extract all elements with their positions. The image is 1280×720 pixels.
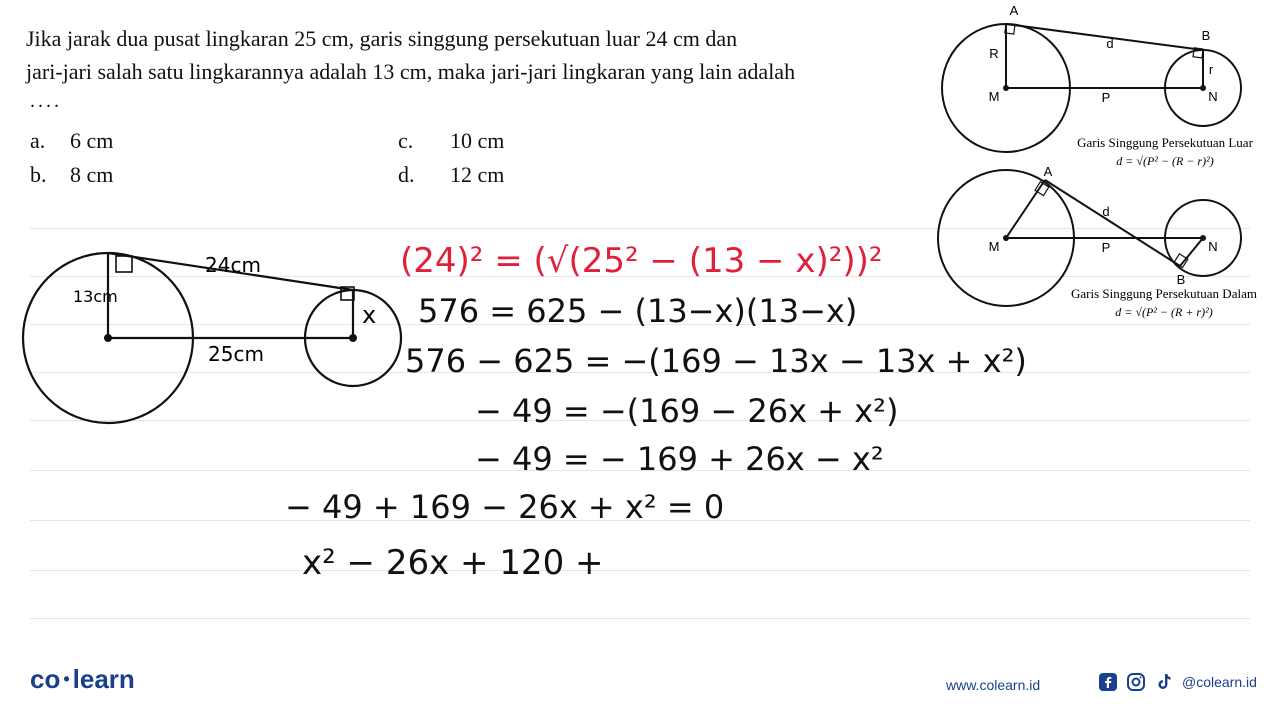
option-text: 12 cm <box>450 162 505 187</box>
work-step-1: (24)² = (√(25² − (13 − x)²))² <box>400 241 883 281</box>
option-text: 6 cm <box>70 128 114 153</box>
sketch-unknown-label: x <box>362 301 377 329</box>
label-N: N <box>1208 239 1218 254</box>
logo-dot: • <box>63 669 70 689</box>
instagram-icon[interactable] <box>1126 672 1146 692</box>
logo-text-left: co <box>30 664 61 694</box>
logo-text-right: learn <box>72 664 135 694</box>
label-B: B <box>1201 28 1211 43</box>
question-text <box>26 22 926 88</box>
ruled-line <box>30 618 1250 619</box>
option-letter: d. <box>398 162 415 187</box>
option-b <box>30 162 113 188</box>
sketch-distance-label: 25cm <box>208 342 264 366</box>
label-A: A <box>1009 3 1019 18</box>
work-step-6: − 49 + 169 − 26x + x² = 0 <box>285 488 725 526</box>
social-handle[interactable]: @colearn.id <box>1182 674 1257 690</box>
work-step-3: 576 − 625 = −(169 − 13x − 13x + x²) <box>405 342 1027 380</box>
option-a <box>30 128 113 154</box>
outer-formula: d = √(P² − (R − r)²) <box>1116 154 1214 168</box>
question-line-1: Jika jarak dua pusat lingkaran 25 cm, garis singgung persekutuan luar 24 cm dan <box>26 26 738 51</box>
working-steps <box>280 210 1040 590</box>
work-step-5: − 49 = − 169 + 26x − x² <box>475 440 884 478</box>
question-ellipsis: .... <box>30 90 62 112</box>
inner-formula: d = √(P² − (R + r)²) <box>1115 305 1213 319</box>
label-B: B <box>1176 272 1186 287</box>
sketch-radius-label: 13cm <box>73 287 118 306</box>
work-step-7: x² − 26x + 120 + <box>302 543 604 583</box>
option-text: 10 cm <box>450 128 505 153</box>
colearn-logo <box>30 664 135 695</box>
website-link[interactable]: www.colearn.id <box>946 677 1041 693</box>
label-r: r <box>1208 62 1214 77</box>
option-text: 8 cm <box>70 162 114 187</box>
label-P: P <box>1101 240 1111 255</box>
social-links <box>1098 672 1257 692</box>
label-R: R <box>989 46 999 61</box>
option-d <box>398 162 504 188</box>
work-step-2: 576 = 625 − (13−x)(13−x) <box>418 292 858 330</box>
outer-tangent-diagram <box>930 0 1275 170</box>
option-letter: a. <box>30 128 46 153</box>
inner-caption: Garis Singgung Persekutuan Dalam <box>1071 286 1257 301</box>
tiktok-icon[interactable] <box>1154 672 1174 692</box>
label-M: M <box>988 239 1000 254</box>
label-N: N <box>1208 89 1218 104</box>
label-d: d <box>1102 204 1110 219</box>
option-letter: b. <box>30 162 47 187</box>
question-line-2: jari-jari salah satu lingkarannya adalah 13 cm, maka jari-jari lingkaran yang lain adalah <box>26 59 796 84</box>
label-M: M <box>988 89 1000 104</box>
option-c <box>398 128 504 154</box>
label-d: d <box>1106 36 1114 51</box>
label-A: A <box>1043 164 1053 179</box>
outer-caption: Garis Singgung Persekutuan Luar <box>1077 135 1253 150</box>
label-P: P <box>1101 90 1111 105</box>
sketch-tangent-label: 24cm <box>205 253 261 277</box>
option-letter: c. <box>398 128 414 153</box>
facebook-icon[interactable] <box>1098 672 1118 692</box>
work-step-4: − 49 = −(169 − 26x + x²) <box>475 392 899 430</box>
